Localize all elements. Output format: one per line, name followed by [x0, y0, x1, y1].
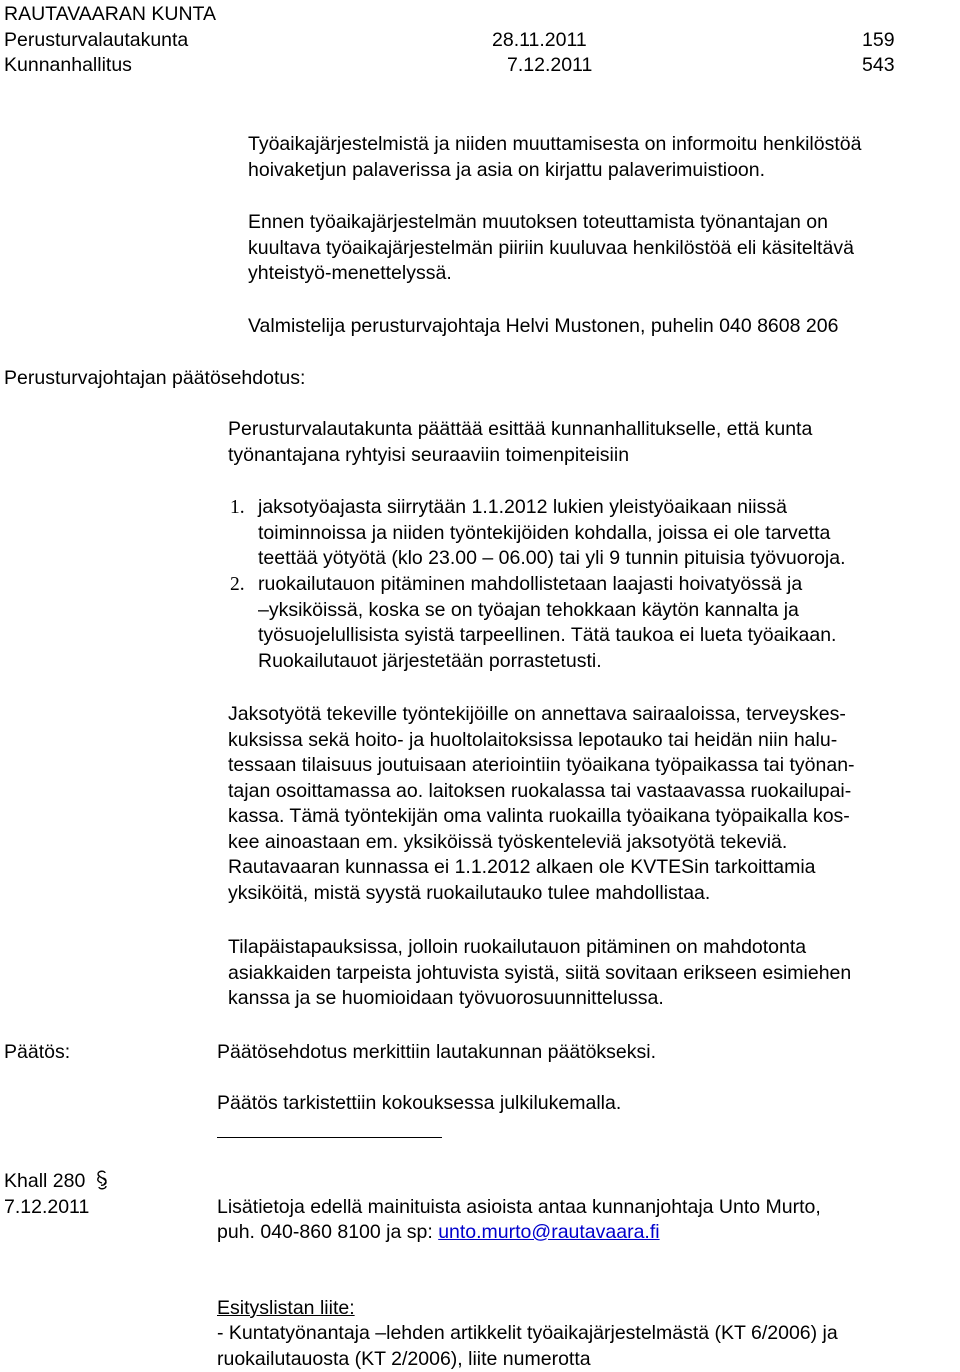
khall-number: Khall 280 [4, 1170, 85, 1192]
text-line: yksiköitä, mistä syystä ruokailutauko tulee mahdollistaa. [228, 881, 958, 907]
org-name: RAUTAVAARAN KUNTA [4, 2, 216, 28]
text-line: ruokailutauon pitäminen mahdollistetaan laajasti hoivatyössä ja [258, 572, 958, 598]
item-text [258, 495, 958, 572]
intro-paragraph-1 [248, 132, 958, 183]
text-line: yhteistyö-menettelyssä. [248, 261, 958, 287]
text-line: hoivaketjun palaverissa ja asia on kirjattu palaverimuistioon. [248, 158, 958, 184]
text-line: Ruokailutauot järjestetään porrastetusti. [258, 649, 958, 675]
proposal-label: Perusturvajohtajan päätösehdotus: [4, 366, 305, 392]
text-line: kuksissa sekä hoito- ja huoltolaitoksissa lepotauko tai heidän niin halu- [228, 728, 958, 754]
header-row-1-date: 28.11.2011 [492, 28, 587, 54]
khall-label [4, 1169, 109, 1195]
proposal-lead [228, 417, 958, 468]
text-line: teettää yötyötä (klo 23.00 – 06.00) tai yli 9 tunnin pituisia työvuoroja. [258, 546, 958, 572]
proposal-item-1 [230, 495, 960, 521]
item-number: 1. [230, 495, 252, 521]
header-row-1-num: 159 [862, 28, 895, 54]
text-line: kee ainoastaan em. yksiköissä työskenteleviä jaksotyötä tekeviä. [228, 830, 958, 856]
decision-checked-text: Päätös tarkistettiin kokouksessa julkilukemalla. [217, 1091, 621, 1117]
attachment-line: ruokailutauosta (KT 2/2006), liite numerotta [217, 1347, 957, 1372]
header-row-2-date: 7.12.2011 [507, 53, 592, 79]
header-row-1-body: Perusturvalautakunta [4, 28, 188, 54]
text-line: Jaksotyötä tekeville työntekijöille on annettava sairaaloissa, terveyskes- [228, 702, 958, 728]
header-row-2-num: 543 [862, 53, 895, 79]
text-line: kassa. Tämä työntekijän oma valinta ruokailla työaikana työpaikalla kos- [228, 804, 958, 830]
section-sign-icon [95, 1169, 109, 1191]
text-line: kuultava työaikajärjestelmän piiriin kuuluvaa henkilöstöä eli käsiteltävä [248, 236, 958, 262]
text-line: tessaan tilaisuus joutuisaan ateriointiin työaikana työpaikassa tai työnan- [228, 753, 958, 779]
proposal-item-2 [230, 572, 960, 598]
preparer-line: Valmistelija perusturvajohtaja Helvi Mustonen, puhelin 040 8608 206 [248, 314, 838, 340]
text-line: Perusturvalautakunta päättää esittää kunnanhallitukselle, että kunta [228, 417, 958, 443]
exception-paragraph [228, 935, 958, 1012]
shift-work-paragraph [228, 702, 958, 906]
text-line: tajan osoittamassa ao. laitoksen ruokalassa tai vastaavassa ruokailupai- [228, 779, 958, 805]
attachment-line: - Kuntatyönantaja –lehden artikkelit työaikajärjestelmästä (KT 6/2006) ja [217, 1321, 957, 1347]
text-line: Rautavaaran kunnassa ei 1.1.2012 alkaen ole KVTESin tarkoittamia [228, 855, 958, 881]
item-number: 2. [230, 572, 252, 598]
text-line: toiminnoissa ja niiden työntekijöiden kohdalla, joissa ei ole tarvetta [258, 521, 958, 547]
attachment-label: Esityslistan liite: [217, 1296, 355, 1322]
info-phone-text: puh. 040-860 8100 ja sp: [217, 1221, 438, 1243]
decision-label: Päätös: [4, 1040, 70, 1066]
attachment-list [217, 1321, 957, 1372]
text-line: Ennen työaikajärjestelmän muutoksen toteuttamista työnantajan on [248, 210, 958, 236]
text-line: Tilapäistapauksissa, jolloin ruokailutauon pitäminen on mahdotonta [228, 935, 958, 961]
text-line: Työaikajärjestelmistä ja niiden muuttamisesta on informoitu henkilöstöä [248, 132, 958, 158]
separator-line [217, 1137, 442, 1138]
email-link[interactable]: unto.murto@rautavaara.fi [438, 1221, 659, 1243]
text-line: jaksotyöajasta siirrytään 1.1.2012 lukien yleistyöaikaan niissä [258, 495, 958, 521]
info-line-1: Lisätietoja edellä mainituista asioista antaa kunnanjohtaja Unto Murto, [217, 1195, 821, 1221]
text-line: asiakkaiden tarpeista johtuvista syistä, siitä sovitaan erikseen esimiehen [228, 961, 958, 987]
text-line: kanssa ja se huomioidaan työvuorosuunnittelussa. [228, 986, 958, 1012]
item-text [258, 572, 958, 674]
intro-paragraph-2 [248, 210, 958, 287]
text-line: työsuojelullisista syistä tarpeellinen. Tätä taukoa ei lueta työaikaan. [258, 623, 958, 649]
khall-date: 7.12.2011 [4, 1195, 89, 1221]
info-line-2 [217, 1220, 660, 1246]
header-row-2-body: Kunnanhallitus [4, 53, 132, 79]
text-line: työnantajana ryhtyisi seuraaviin toimenpiteisiin [228, 443, 958, 469]
text-line: –yksiköissä, koska se on työajan tehokkaan käytön kannalta ja [258, 598, 958, 624]
decision-text: Päätösehdotus merkittiin lautakunnan päätökseksi. [217, 1040, 656, 1066]
